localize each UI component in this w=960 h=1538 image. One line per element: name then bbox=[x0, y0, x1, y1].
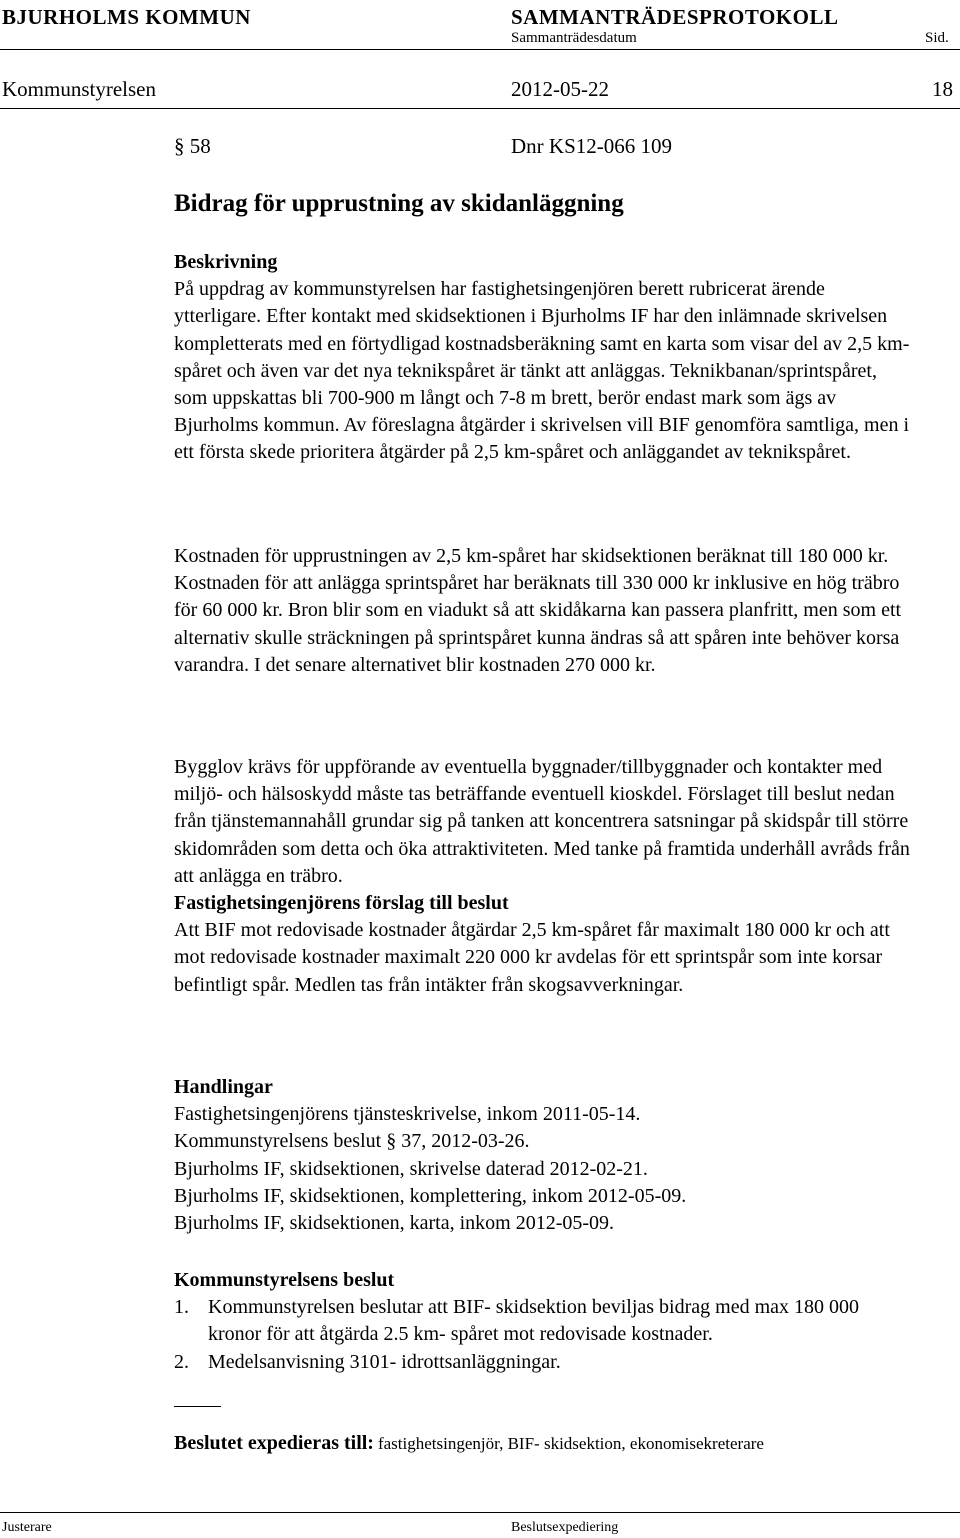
dnr-number: Dnr KS12-066 109 bbox=[511, 134, 672, 158]
header-divider-bottom bbox=[0, 108, 960, 109]
footer-justerare: Justerare bbox=[2, 1520, 52, 1535]
meeting-date: 2012-05-22 bbox=[511, 77, 609, 101]
header-divider-top bbox=[0, 49, 960, 50]
page-number: 18 bbox=[932, 77, 953, 101]
cost-paragraph-1 bbox=[174, 543, 914, 679]
permit-text: Bygglov krävs för uppförande av eventuella byggnader/tillbyggnader och kontakter med miljö- och hälsoskydd måste tas beträffande eventuell kioskdel. Förslaget till beslut nedan från tjänstemannahåll grundar sig på tanken att koncentrera satsningar på skidspår till större skidområden som detta och öka attraktiviteten. Med tanke på framtida underhåll avråds från att anlägga en träbro. bbox=[174, 756, 910, 887]
handlingar-section bbox=[174, 1074, 914, 1237]
beslut-list bbox=[174, 1294, 914, 1376]
handling-item: Bjurholms IF, skidsektionen, skrivelse daterad 2012-02-21. bbox=[174, 1157, 648, 1180]
beslut-item-text: Medelsanvisning 3101- idrottsanläggningar. bbox=[208, 1350, 561, 1373]
expedieras-label: Beslutet expedieras till: bbox=[174, 1432, 374, 1454]
page-label: Sid. bbox=[925, 30, 949, 46]
beskrivning-heading: Beskrivning bbox=[174, 251, 278, 273]
org-name: BJURHOLMS KOMMUN bbox=[2, 5, 251, 29]
beskrivning-paragraph-1: På uppdrag av kommunstyrelsen har fastighetsingenjören berett rubricerat ärende ytterligare. Efter kontakt med skidsektionen i Bjurholms IF har den inlämnade skrivelsen kompletterats med en förtydligad kostnadsberäkning samt en karta som visar del av 2,5 km-spåret och även var det nya teknikspåret är tänkt att anläggas. Teknikbanan/sprintspåret, som uppskattas bli 700-900 m långt och 7-8 m brett, berör endast mark som ägs av Bjurholms kommun. Av föreslagna åtgärder i skrivelsen vill BIF genomföra samtliga, men i ett första skede prioritera åtgärder på 2,5 km-spåret och anläggandet av teknikspåret. bbox=[174, 278, 910, 464]
expedieras-line bbox=[174, 1432, 764, 1455]
handling-item: Bjurholms IF, skidsektionen, komplettering, inkom 2012-05-09. bbox=[174, 1184, 687, 1207]
beslut-item-number: 2. bbox=[174, 1350, 189, 1373]
footer-divider bbox=[0, 1512, 960, 1513]
expedieras-value: fastighetsingenjör, BIF- skidsektion, ekonomisekreterare bbox=[377, 1434, 764, 1453]
beslut-item-number: 1. bbox=[174, 1296, 189, 1319]
handlingar-heading: Handlingar bbox=[174, 1076, 273, 1098]
paragraph-number: § 58 bbox=[174, 134, 211, 158]
beslut-item bbox=[174, 1294, 914, 1348]
forslag-text: Att BIF mot redovisade kostnader åtgärdar 2,5 km-spåret får maximalt 180 000 kr och att mot redovisade kostnader maximalt 220 000 kr avdelas för ett sprintspår som inte korsar befintligt spår. Medlen tas från intäkter från skogsavverkningar. bbox=[174, 919, 890, 996]
beslut-heading: Kommunstyrelsens beslut bbox=[174, 1269, 395, 1291]
beslut-item bbox=[174, 1349, 914, 1376]
beslut-item-text: Kommunstyrelsen beslutar att BIF- skidsektion beviljas bidrag med max 180 000 kronor för att åtgärda 2.5 km- spåret mot redovisade kostnader. bbox=[208, 1296, 860, 1346]
case-title: Bidrag för upprustning av skidanläggning bbox=[174, 190, 624, 217]
short-divider bbox=[174, 1406, 221, 1407]
footer-utdrag: Beslutsexpediering bbox=[511, 1520, 619, 1535]
handling-item: Fastighetsingenjörens tjänsteskrivelse, inkom 2011-05-14. bbox=[174, 1103, 641, 1126]
cost-text-2: Kostnaden för att anlägga sprintspåret har beräknats till 330 000 kr inklusive en hög träbro för 60 000 kr. Bron blir som en viadukt så att skidåkarna kan passera planfritt, men som ett alternativ skulle sträckningen på sprintspåret kunna ändras så att spåren inte behöver korsa varandra. I det senare alternativet blir kostnaden 270 000 kr. bbox=[174, 572, 902, 676]
handling-item: Kommunstyrelsens beslut § 37, 2012-03-26. bbox=[174, 1130, 530, 1153]
beskrivning-section bbox=[174, 249, 914, 467]
forslag-heading: Fastighetsingenjörens förslag till beslut bbox=[174, 892, 509, 915]
cost-text-1: Kostnaden för upprustningen av 2,5 km-spåret har skidsektionen beräknat till 180 000 kr. bbox=[174, 545, 889, 567]
doc-type: SAMMANTRÄDESPROTOKOLL bbox=[511, 5, 839, 29]
meeting-body: Kommunstyrelsen bbox=[2, 77, 156, 101]
date-label: Sammanträdesdatum bbox=[511, 30, 637, 46]
handling-item: Bjurholms IF, skidsektionen, karta, inkom 2012-05-09. bbox=[174, 1212, 615, 1235]
beslut-section bbox=[174, 1267, 914, 1376]
permit-paragraph bbox=[174, 754, 914, 999]
